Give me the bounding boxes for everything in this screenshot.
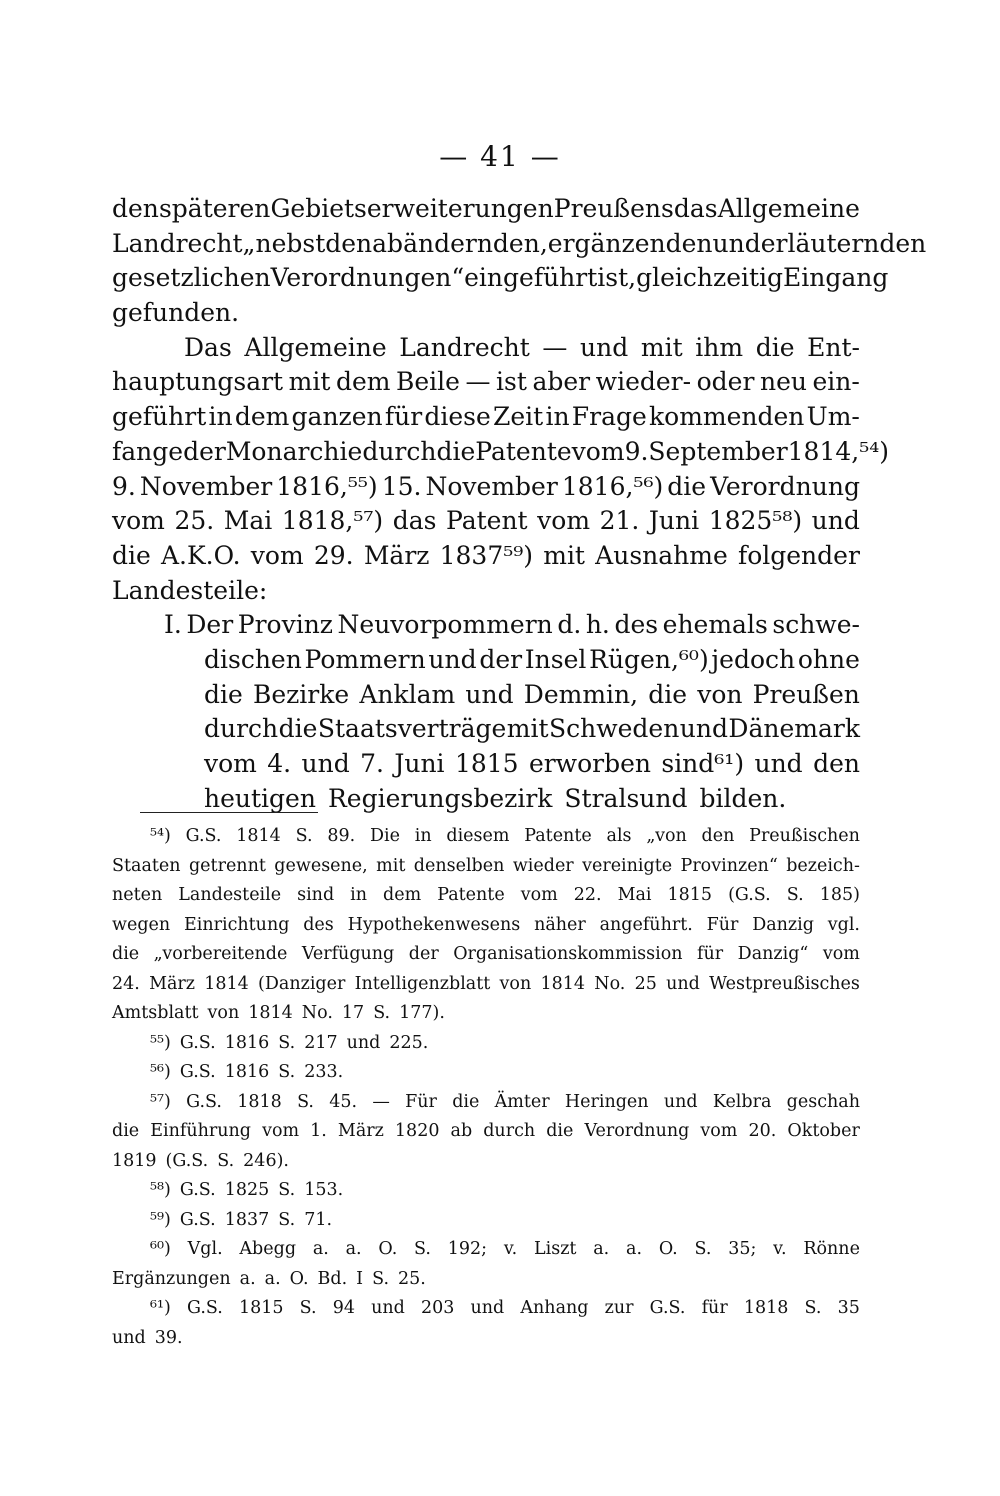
footnote-line: 1819 (G.S. S. 246). bbox=[112, 1150, 289, 1171]
body-line: vom 25. Mai 1818,⁵⁷) das Patent vom 21. Juni 1825⁵⁸) und bbox=[112, 506, 860, 536]
footnote-line: 24. März 1814 (Danziger Intelligenzblatt von 1814 No. 25 und Westpreußisches bbox=[112, 973, 860, 994]
footnote-line: Amtsblatt von 1814 No. 17 S. 177). bbox=[112, 1003, 445, 1023]
footnote-line: ⁵⁹) G.S. 1837 S. 71. bbox=[150, 1209, 333, 1230]
body-line: die A.K.O. vom 29. März 1837⁵⁹) mit Ausnahme folgender bbox=[112, 540, 860, 570]
footnote-line: ⁶¹) G.S. 1815 S. 94 und 203 und Anhang zur G.S. für 1818 S. 35 bbox=[150, 1298, 860, 1318]
footnote-line: ⁵⁸) G.S. 1825 S. 153. bbox=[150, 1180, 344, 1200]
footnote-line: ⁵⁵) G.S. 1816 S. 217 und 225. bbox=[150, 1032, 429, 1053]
body-line: durch die Staatsverträge mit Schweden und Dänemark bbox=[204, 714, 860, 744]
page-number: — 41 — bbox=[439, 140, 561, 173]
main-text bbox=[112, 192, 927, 816]
body-line: vom 4. und 7. Juni 1815 erworben sind⁶¹) und den bbox=[204, 749, 860, 778]
footnote-divider bbox=[140, 812, 318, 813]
body-line: I. Der Provinz Neuvorpommern d. h. des ehemals schwe- bbox=[164, 610, 860, 640]
body-line: geführt in dem ganzen für diese Zeit in Frage kommenden Um- bbox=[112, 402, 860, 432]
footnote-line: und 39. bbox=[112, 1327, 183, 1348]
footnote-line: ⁵⁶) G.S. 1816 S. 233. bbox=[150, 1062, 344, 1082]
body-line: den späteren Gebietserweiterungen Preußens das Allgemeine bbox=[112, 194, 860, 223]
body-line: 9. November 1816,⁵⁵) 15. November 1816,⁵⁶) die Verordnung bbox=[112, 471, 860, 501]
body-line: gefunden. bbox=[112, 298, 240, 328]
footnote-line: die Einführung vom 1. März 1820 ab durch die Verordnung vom 20. Oktober bbox=[112, 1121, 860, 1141]
footnotes bbox=[112, 822, 860, 1353]
body-line: hauptungsart mit dem Beile — ist aber wieder- oder neu ein- bbox=[112, 367, 860, 397]
body-line: gesetzlichen Verordnungen“ eingeführt ist, gleichzeitig Eingang bbox=[112, 263, 889, 293]
footnote-line: die „vorbereitende Verfügung der Organisationskommission für Danzig“ vom bbox=[112, 944, 860, 964]
body-line: dischen Pommern und der Insel Rügen,⁶⁰) jedoch ohne bbox=[204, 644, 860, 674]
body-line: Landrecht „nebst den abändernden, ergänzenden und erläuternden bbox=[112, 228, 927, 258]
footnote-line: ⁵⁷) G.S. 1818 S. 45. — Für die Ämter Heringen und Kelbra geschah bbox=[150, 1091, 860, 1112]
body-line: die Bezirke Anklam und Demmin, die von Preußen bbox=[204, 679, 860, 709]
footnote-line: wegen Einrichtung des Hypothekenwesens näher angeführt. Für Danzig vgl. bbox=[112, 914, 860, 935]
body-line: Landesteile: bbox=[112, 575, 268, 605]
footnote-line: Ergänzungen a. a. O. Bd. I S. 25. bbox=[112, 1268, 426, 1289]
footnote-line: neten Landesteile sind in dem Patente vom 22. Mai 1815 (G.S. S. 185) bbox=[112, 885, 860, 905]
body-line: heutigen Regierungsbezirk Stralsund bilden. bbox=[204, 783, 787, 813]
body-line: Das Allgemeine Landrecht — und mit ihm die Ent- bbox=[184, 332, 860, 362]
body-line: fange der Monarchie durch die Patente vom 9. September 1814,⁵⁴) bbox=[112, 436, 890, 466]
footnote-line: ⁵⁴) G.S. 1814 S. 89. Die in diesem Patente als „von den Preußischen bbox=[150, 826, 860, 846]
footnote-line: ⁶⁰) Vgl. Abegg a. a. O. S. 192; v. Liszt a. a. O. S. 35; v. Rönne bbox=[150, 1239, 860, 1259]
footnote-line: Staaten getrennt gewesene, mit denselben wieder vereinigte Provinzen“ bezeich- bbox=[112, 855, 860, 876]
